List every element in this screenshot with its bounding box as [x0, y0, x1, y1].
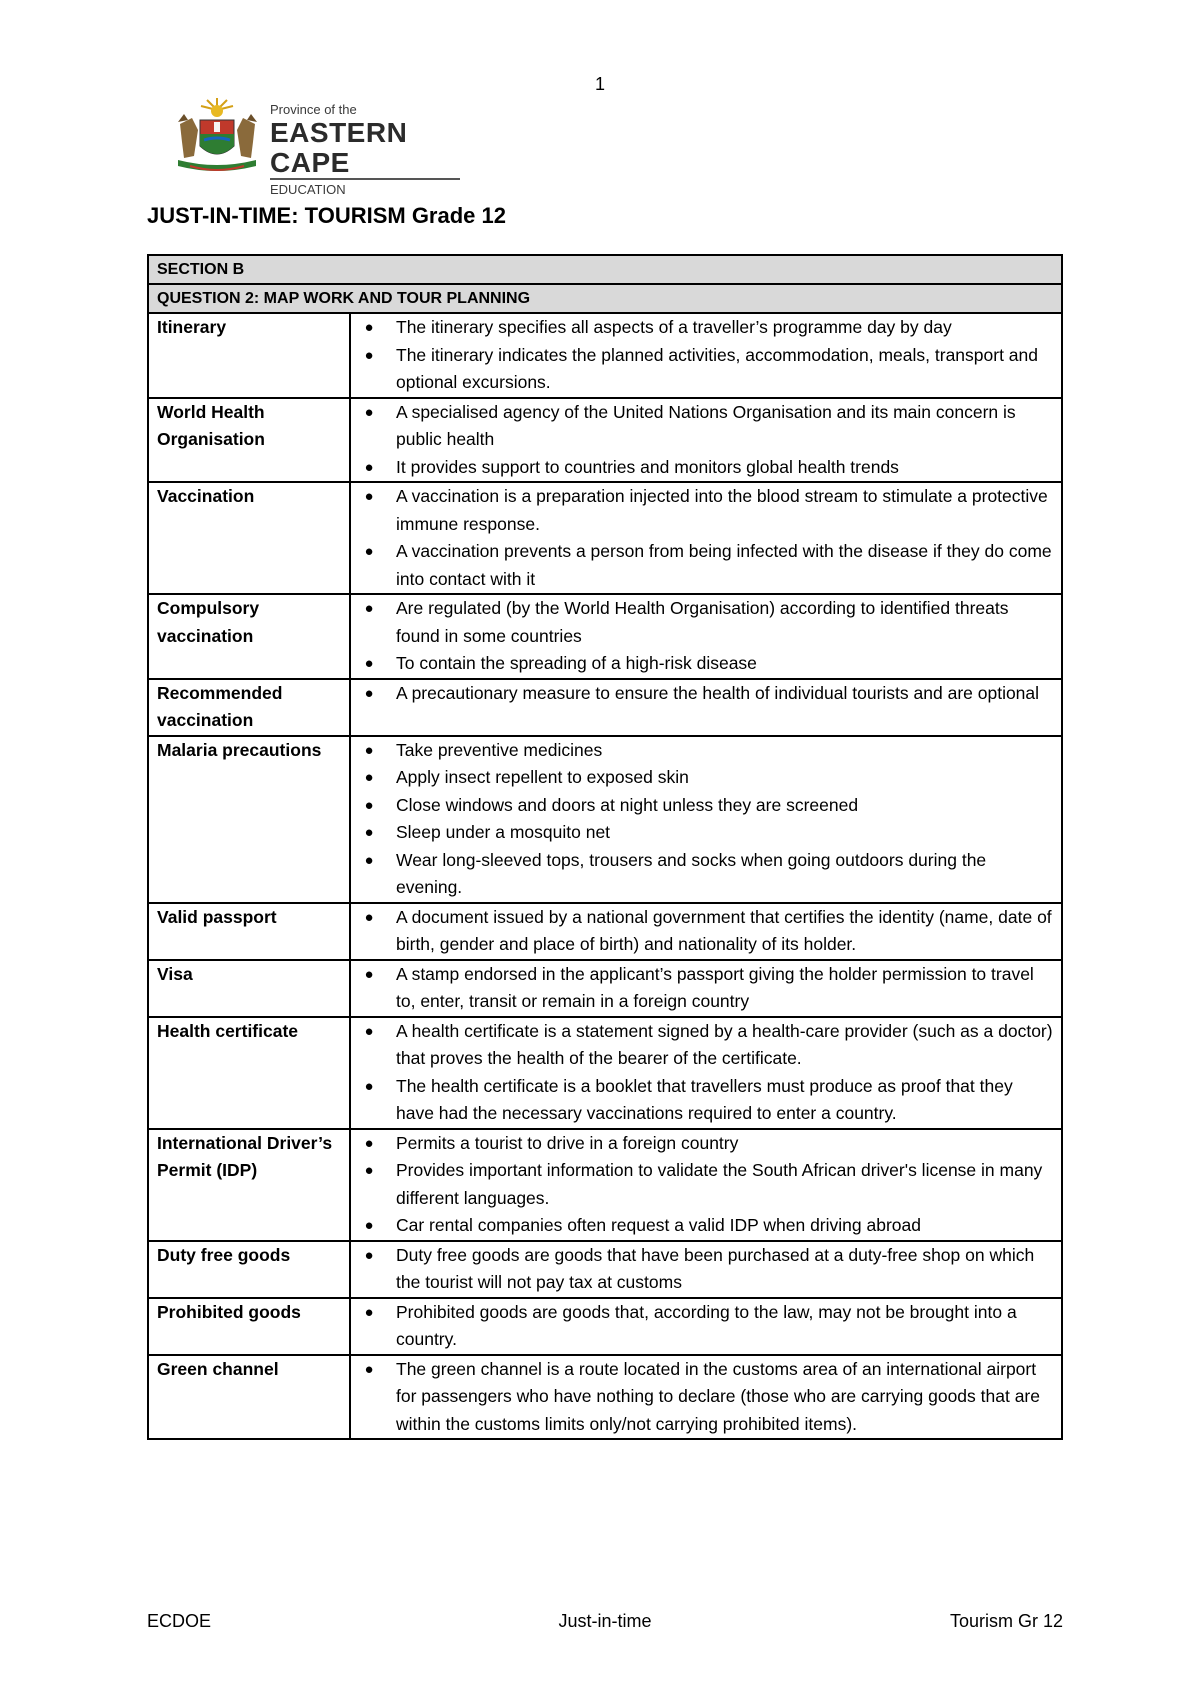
document-title: JUST-IN-TIME: TOURISM Grade 12	[147, 203, 506, 228]
question-label: QUESTION 2: MAP WORK AND TOUR PLANNING	[148, 284, 1062, 313]
table-row	[148, 1298, 1062, 1355]
term-cell: International Driver’s Permit (IDP)	[148, 1129, 350, 1241]
bullet-list	[359, 314, 1053, 397]
table-row	[148, 398, 1062, 483]
bullet-list	[359, 399, 1053, 482]
bullet-list	[359, 1018, 1053, 1128]
list-item	[359, 1299, 1053, 1354]
description-cell	[350, 960, 1062, 1017]
table-row	[148, 1355, 1062, 1440]
table-row	[148, 903, 1062, 960]
bullet-text: A stamp endorsed in the applicant’s passport giving the holder permission to travel to, enter, transit or remain in a foreign country	[396, 963, 1034, 1011]
list-item	[359, 680, 1053, 708]
bullet-text: Duty free goods are goods that have been purchased at a duty-free shop on which the tourist will not pay tax at customs	[396, 1244, 1035, 1292]
list-item	[359, 847, 1053, 902]
list-item	[359, 961, 1053, 1016]
term-cell: Health certificate	[148, 1017, 350, 1129]
list-item	[359, 1242, 1053, 1297]
bullet-list	[359, 483, 1053, 593]
term-cell: Malaria precautions	[148, 736, 350, 903]
list-item	[359, 483, 1053, 538]
bullet-text: Close windows and doors at night unless they are screened	[396, 794, 859, 815]
bullet-icon: ●	[364, 655, 374, 672]
section-label: SECTION B	[148, 255, 1062, 284]
bullet-list	[359, 961, 1053, 1016]
term-cell: Compulsory vaccination	[148, 594, 350, 679]
bullet-list	[359, 1242, 1053, 1297]
bullet-text: Apply insect repellent to exposed skin	[396, 767, 689, 787]
list-item	[359, 1073, 1053, 1128]
section-header-row	[148, 255, 1062, 284]
bullet-icon: ●	[364, 319, 374, 336]
description-cell	[350, 398, 1062, 483]
bullet-text: A document issued by a national government that certifies the identity (name, date of birth, gender and place of birth) and nationality of its holder.	[396, 906, 1052, 954]
description-cell	[350, 736, 1062, 903]
bullet-list	[359, 1130, 1053, 1240]
table-row	[148, 1017, 1062, 1129]
list-item	[359, 1212, 1053, 1240]
bullet-icon: ●	[364, 1217, 374, 1234]
bullet-icon: ●	[364, 741, 374, 759]
table-row	[148, 736, 1062, 903]
bullet-icon: ●	[364, 488, 374, 505]
bullet-icon: ●	[364, 1246, 374, 1264]
bullet-list	[359, 1299, 1053, 1354]
bullet-list	[359, 904, 1053, 959]
term-cell: Visa	[148, 960, 350, 1017]
logo-line-province: Province of the	[270, 102, 357, 117]
bullet-icon: ●	[364, 965, 374, 983]
bullet-icon: ●	[364, 824, 374, 841]
bullet-icon: ●	[364, 1022, 374, 1040]
bullet-text: The itinerary indicates the planned activities, accommodation, meals, transport and optional excursions.	[396, 344, 1038, 392]
bullet-icon: ●	[364, 908, 374, 926]
bullet-text: Prohibited goods are goods that, according to the law, may not be brought into a country.	[396, 1301, 1017, 1349]
question-header-row	[148, 284, 1062, 313]
table-row	[148, 1129, 1062, 1241]
bullet-text: A specialised agency of the United Nations Organisation and its main concern is public health	[396, 401, 1016, 449]
bullet-text: Wear long-sleeved tops, trousers and socks when going outdoors during the evening.	[396, 849, 987, 897]
list-item	[359, 595, 1053, 650]
bullet-text: Car rental companies often request a valid IDP when driving abroad	[396, 1215, 921, 1235]
term-cell: Prohibited goods	[148, 1298, 350, 1355]
bullet-list	[359, 737, 1053, 902]
list-item	[359, 538, 1053, 593]
bullet-text: The green channel is a route located in the customs area of an international airport for passengers who have nothing to declare (those who are carrying goods that are within the customs limits only/not carrying prohibited items).	[396, 1358, 1040, 1434]
description-cell	[350, 1241, 1062, 1298]
description-cell	[350, 594, 1062, 679]
bullet-icon: ●	[364, 1134, 374, 1152]
term-cell: Itinerary	[148, 313, 350, 398]
footer-right: Tourism Gr 12	[949, 1611, 1063, 1631]
term-cell: Valid passport	[148, 903, 350, 960]
list-item	[359, 650, 1053, 678]
list-item	[359, 819, 1053, 847]
list-item	[359, 764, 1053, 792]
logo-line-education: EDUCATION	[270, 178, 460, 198]
bullet-text: A health certificate is a statement signed by a health-care provider (such as a doctor) that proves the health of the bearer of the certificate.	[396, 1020, 1053, 1068]
bullet-list	[359, 595, 1053, 678]
list-item	[359, 792, 1053, 820]
footer-left: ECDOE	[147, 1611, 212, 1631]
bullet-icon: ●	[364, 1303, 374, 1321]
table-row	[148, 594, 1062, 679]
term-cell: Recommended vaccination	[148, 679, 350, 736]
bullet-icon: ●	[364, 796, 374, 814]
bullet-text: Permits a tourist to drive in a foreign country	[396, 1132, 739, 1153]
bullet-text: Provides important information to validate the South African driver's license in many different languages.	[396, 1160, 1043, 1208]
footer-center: Just-in-time	[558, 1611, 652, 1631]
coat-of-arms-icon	[170, 96, 265, 176]
bullet-icon: ●	[364, 600, 374, 617]
description-cell	[350, 1129, 1062, 1241]
bullet-text: A precautionary measure to ensure the health of individual tourists and are optional	[396, 682, 1040, 703]
description-cell	[350, 482, 1062, 594]
list-item	[359, 314, 1053, 342]
term-cell: Vaccination	[148, 482, 350, 594]
bullet-text: A vaccination prevents a person from being infected with the disease if they do come into contact with it	[396, 541, 1052, 589]
bullet-icon: ●	[364, 769, 374, 786]
bullet-icon: ●	[364, 1077, 374, 1095]
page-number: 1	[594, 74, 605, 94]
term-cell: Duty free goods	[148, 1241, 350, 1298]
list-item	[359, 1018, 1053, 1073]
bullet-text: A vaccination is a preparation injected into the blood stream to stimulate a protective immune response.	[396, 486, 1048, 534]
logo-line-eastern-cape: EASTERN CAPE	[270, 117, 408, 178]
bullet-icon: ●	[364, 403, 374, 421]
bullet-text: The itinerary specifies all aspects of a traveller’s programme day by day	[396, 317, 952, 337]
description-cell	[350, 903, 1062, 960]
bullet-list	[359, 680, 1053, 708]
term-cell: Green channel	[148, 1355, 350, 1440]
list-item	[359, 737, 1053, 765]
bullet-text: Take preventive medicines	[396, 739, 603, 760]
table-row	[148, 960, 1062, 1017]
bullet-icon: ●	[364, 543, 374, 560]
list-item	[359, 342, 1053, 397]
list-item	[359, 1157, 1053, 1212]
list-item	[359, 1130, 1053, 1158]
bullet-text: The health certificate is a booklet that travellers must produce as proof that they have had the necessary vaccinations required to enter a country.	[396, 1075, 1013, 1123]
table-row	[148, 313, 1062, 398]
table-row	[148, 679, 1062, 736]
bullet-icon: ●	[364, 684, 374, 702]
bullet-text: Sleep under a mosquito net	[396, 822, 611, 842]
bullet-text: To contain the spreading of a high-risk disease	[396, 653, 757, 673]
list-item	[359, 1356, 1053, 1439]
bullet-text: It provides support to countries and monitors global health trends	[396, 456, 899, 477]
bullet-icon: ●	[364, 1162, 374, 1179]
bullet-icon: ●	[364, 346, 374, 364]
description-cell	[350, 1298, 1062, 1355]
table-row	[148, 482, 1062, 594]
list-item	[359, 454, 1053, 482]
bullet-text: Are regulated (by the World Health Organisation) according to identified threats found in some countries	[396, 598, 1009, 646]
term-cell: World Health Organisation	[148, 398, 350, 483]
table-row	[148, 1241, 1062, 1298]
glossary-table	[147, 254, 1063, 1440]
eastern-cape-education-logo	[170, 96, 470, 197]
list-item	[359, 399, 1053, 454]
list-item	[359, 904, 1053, 959]
description-cell	[350, 679, 1062, 736]
bullet-icon: ●	[364, 458, 374, 476]
bullet-icon: ●	[364, 1360, 374, 1378]
bullet-icon: ●	[364, 851, 374, 869]
bullet-list	[359, 1356, 1053, 1439]
description-cell	[350, 313, 1062, 398]
description-cell	[350, 1355, 1062, 1440]
description-cell	[350, 1017, 1062, 1129]
